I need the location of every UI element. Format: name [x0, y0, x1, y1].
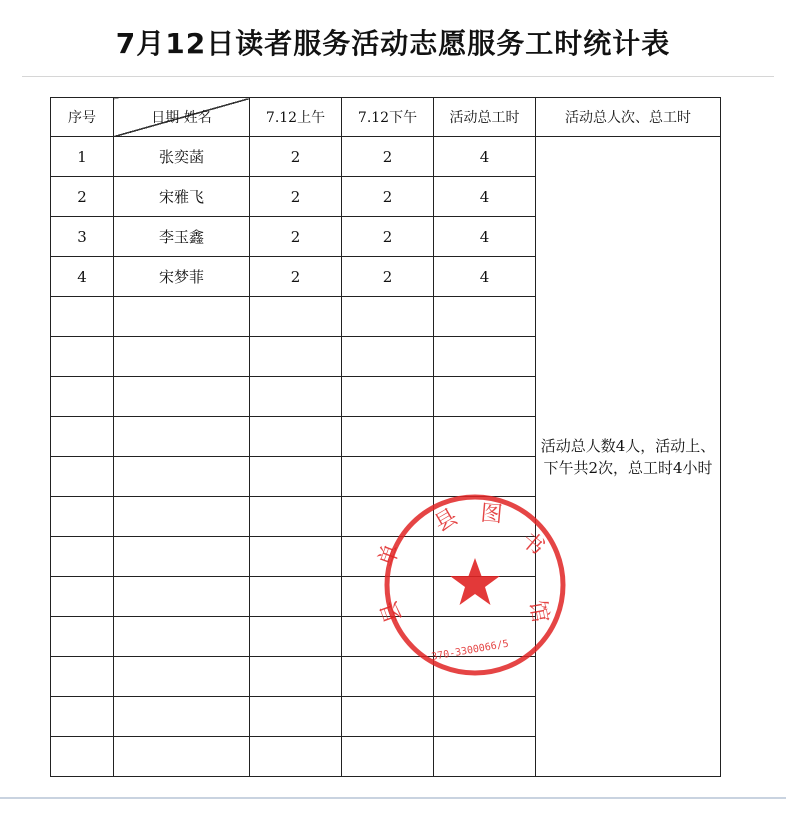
cell-morning: 2 — [250, 177, 342, 217]
cell-index: 4 — [51, 257, 114, 297]
cell-total: 4 — [434, 177, 536, 217]
seal-char: 书 — [516, 527, 550, 561]
seal-char: 县 — [376, 597, 408, 627]
volunteer-hours-table — [50, 97, 721, 777]
cell-index: 2 — [51, 177, 114, 217]
cell-morning: 2 — [250, 137, 342, 177]
cell-name: 宋雅飞 — [114, 177, 250, 217]
header-date: 日期 — [151, 110, 180, 126]
page-title: 7月12日读者服务活动志愿服务工时统计表 — [115, 27, 671, 60]
cell-name: 张奕菡 — [114, 137, 250, 177]
seal-char: 馆 — [524, 598, 553, 625]
header-afternoon: 7.12下午 — [342, 98, 434, 137]
cell-morning: 2 — [250, 217, 342, 257]
header-index: 序号 — [51, 98, 114, 137]
header-name: 姓名 — [183, 110, 212, 126]
header-row — [51, 98, 721, 137]
cell-total: 4 — [434, 137, 536, 177]
cell-index: 3 — [51, 217, 114, 257]
table-row — [51, 137, 721, 177]
header-morning: 7.12上午 — [250, 98, 342, 137]
header-date-name — [114, 98, 250, 137]
header-summary: 活动总人次、总工时 — [536, 98, 721, 137]
seal-char: 县 — [430, 504, 463, 538]
page-bottom-border — [0, 797, 786, 799]
cell-name: 宋梦菲 — [114, 257, 250, 297]
cell-afternoon: 2 — [342, 257, 434, 297]
cell-afternoon: 2 — [342, 217, 434, 257]
cell-afternoon: 2 — [342, 177, 434, 217]
cell-total: 4 — [434, 217, 536, 257]
title-divider — [22, 76, 774, 77]
seal-code: 370-3300066/5 — [430, 638, 510, 663]
header-total-hours: 活动总工时 — [434, 98, 536, 137]
summary-cell: 活动总人数4人，活动上、下午共2次，总工时4小时 — [536, 137, 721, 777]
cell-afternoon: 2 — [342, 137, 434, 177]
seal-char: 单 — [374, 540, 406, 571]
cell-index: 1 — [51, 137, 114, 177]
cell-name: 李玉鑫 — [114, 217, 250, 257]
cell-total: 4 — [434, 257, 536, 297]
cell-morning: 2 — [250, 257, 342, 297]
seal-char: 图 — [479, 501, 504, 528]
